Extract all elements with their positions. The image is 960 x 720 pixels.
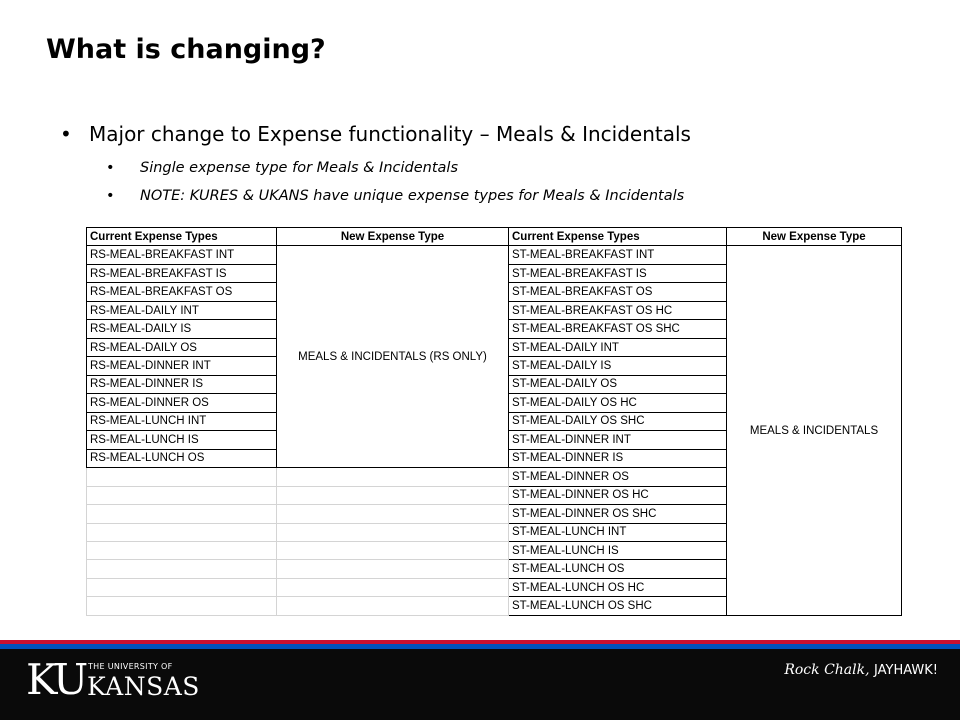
empty-cell: [87, 541, 277, 559]
table-cell: ST-MEAL-DAILY INT: [509, 338, 727, 356]
empty-cell: [87, 505, 277, 523]
empty-cell: [87, 560, 277, 578]
table-cell: RS-MEAL-DINNER OS: [87, 394, 277, 412]
empty-cell: [87, 468, 277, 486]
table-cell: ST-MEAL-BREAKFAST IS: [509, 264, 727, 282]
table-cell: ST-MEAL-BREAKFAST OS: [509, 283, 727, 301]
table-cell: RS-MEAL-BREAKFAST INT: [87, 246, 277, 264]
table-cell: ST-MEAL-LUNCH OS HC: [509, 578, 727, 596]
new-type-cell: MEALS & INCIDENTALS: [727, 246, 902, 616]
table-cell: ST-MEAL-BREAKFAST OS HC: [509, 301, 727, 319]
table-cell: RS-MEAL-DINNER IS: [87, 375, 277, 393]
table-cell: ST-MEAL-DAILY IS: [509, 357, 727, 375]
table-cell: RS-MEAL-DINNER INT: [87, 357, 277, 375]
slide-title: What is changing?: [46, 34, 326, 65]
table-cell: ST-MEAL-DINNER OS SHC: [509, 505, 727, 523]
ku-logo-mark: KU: [26, 655, 86, 704]
empty-cell: [277, 505, 509, 523]
empty-cell: [277, 468, 509, 486]
sub-bullet: [60, 154, 940, 182]
empty-cell: [87, 486, 277, 504]
column-header: New Expense Type: [277, 228, 509, 246]
tagline-caps: JAYHAWK!: [874, 663, 938, 678]
table-cell: RS-MEAL-LUNCH IS: [87, 431, 277, 449]
table-cell: RS-MEAL-DAILY INT: [87, 301, 277, 319]
logo-university-text: THE UNIVERSITY OF: [88, 662, 173, 671]
table-cell: ST-MEAL-LUNCH OS SHC: [509, 597, 727, 616]
table-cell: ST-MEAL-BREAKFAST OS SHC: [509, 320, 727, 338]
table-cell: ST-MEAL-LUNCH INT: [509, 523, 727, 541]
table-cell: RS-MEAL-LUNCH OS: [87, 449, 277, 467]
table-cell: RS-MEAL-DAILY IS: [87, 320, 277, 338]
table-cell: ST-MEAL-DINNER IS: [509, 449, 727, 467]
table-cell: RS-MEAL-BREAKFAST OS: [87, 283, 277, 301]
bullet-main: [60, 116, 940, 154]
logo-kansas-text: KANSAS: [87, 672, 200, 701]
table-cell: RS-MEAL-BREAKFAST IS: [87, 264, 277, 282]
table-cell: ST-MEAL-LUNCH IS: [509, 541, 727, 559]
table-header-row: [87, 228, 902, 246]
empty-cell: [277, 597, 509, 616]
column-header: Current Expense Types: [509, 228, 727, 246]
bullet-list: [60, 116, 940, 210]
new-type-cell: MEALS & INCIDENTALS (RS ONLY): [277, 246, 509, 468]
table-cell: ST-MEAL-DINNER OS: [509, 468, 727, 486]
table-cell: ST-MEAL-BREAKFAST INT: [509, 246, 727, 264]
sub-bullet: [60, 182, 940, 210]
sub-bullet-text: NOTE: KURES & UKANS have unique expense types for Meals & Incidentals: [140, 188, 685, 204]
column-header: Current Expense Types: [87, 228, 277, 246]
empty-cell: [277, 560, 509, 578]
table-cell: ST-MEAL-DINNER OS HC: [509, 486, 727, 504]
table-cell: ST-MEAL-DINNER INT: [509, 431, 727, 449]
empty-cell: [87, 523, 277, 541]
table-row: [87, 246, 902, 264]
bullet-dot-icon: •: [106, 188, 115, 204]
sub-bullet-text: Single expense type for Meals & Incidentals: [140, 160, 458, 176]
tagline-script: Rock Chalk,: [784, 662, 870, 678]
empty-cell: [277, 578, 509, 596]
empty-cell: [277, 541, 509, 559]
table-cell: RS-MEAL-DAILY OS: [87, 338, 277, 356]
table-cell: ST-MEAL-LUNCH OS: [509, 560, 727, 578]
bullet-main-text: Major change to Expense functionality – Meals & Incidentals: [89, 122, 691, 146]
table-cell: ST-MEAL-DAILY OS HC: [509, 394, 727, 412]
footer-stripe-blue: [0, 644, 960, 649]
footer-tagline: [784, 661, 938, 679]
empty-cell: [277, 523, 509, 541]
table-cell: ST-MEAL-DAILY OS: [509, 375, 727, 393]
expense-type-table: [86, 227, 901, 616]
empty-cell: [87, 597, 277, 616]
empty-cell: [277, 486, 509, 504]
empty-cell: [87, 578, 277, 596]
column-header: New Expense Type: [727, 228, 902, 246]
table-cell: ST-MEAL-DAILY OS SHC: [509, 412, 727, 430]
bullet-dot-icon: •: [106, 160, 115, 176]
table-cell: RS-MEAL-LUNCH INT: [87, 412, 277, 430]
bullet-dot-icon: •: [60, 122, 72, 146]
